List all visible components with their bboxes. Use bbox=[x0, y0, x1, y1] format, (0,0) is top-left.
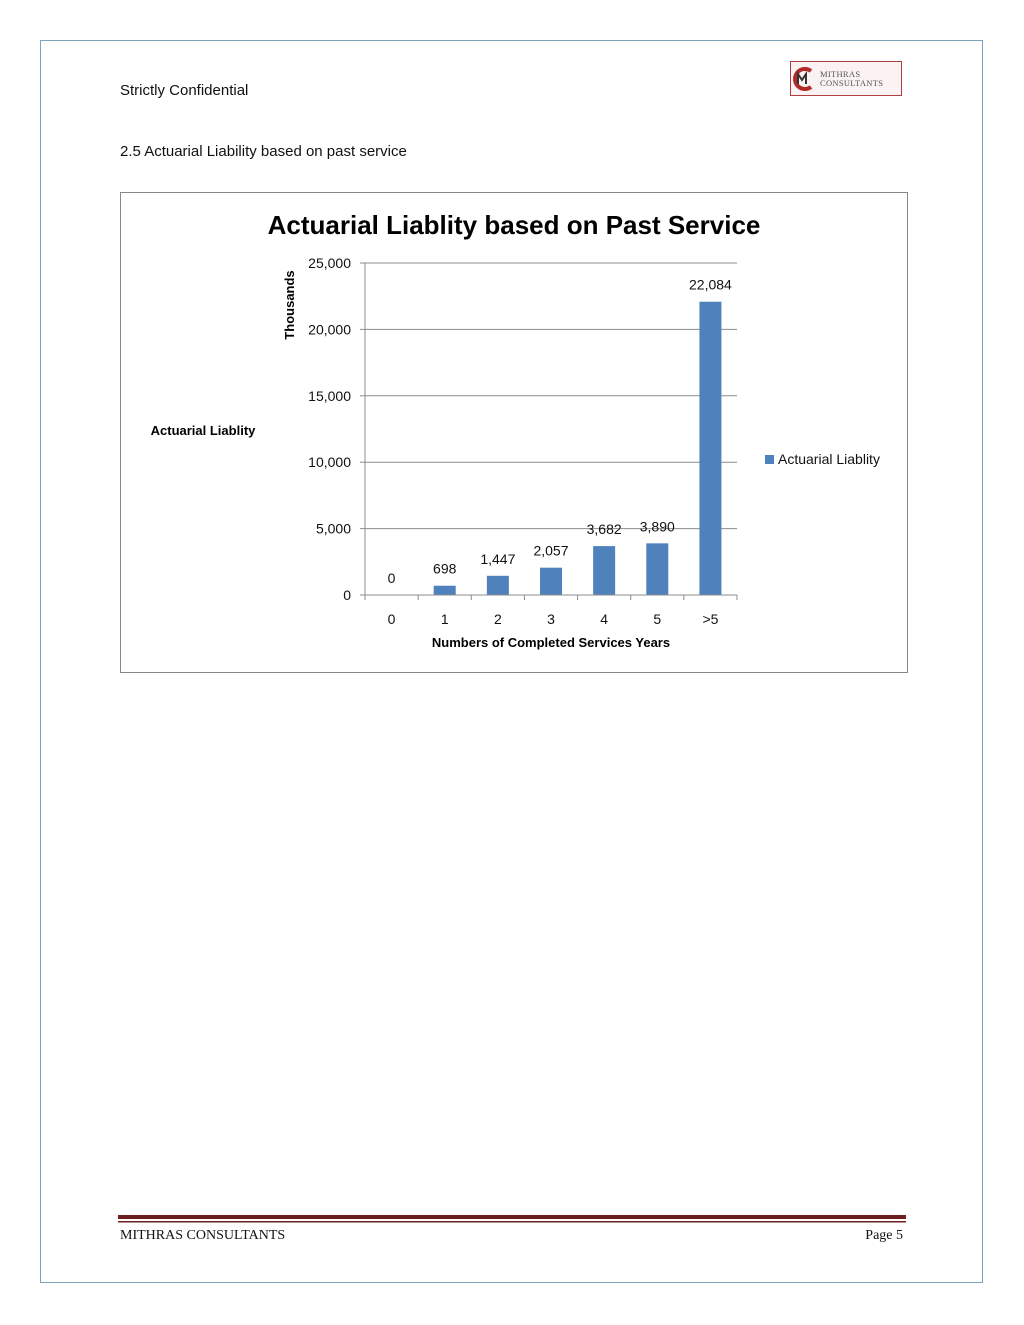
bar bbox=[434, 586, 456, 595]
bar bbox=[699, 302, 721, 595]
x-tick-label: 0 bbox=[387, 611, 396, 627]
x-tick-label: >5 bbox=[702, 611, 719, 627]
y-tick-label: 20,000 bbox=[308, 321, 351, 338]
footer-rule bbox=[118, 1215, 906, 1225]
chart-frame bbox=[120, 192, 908, 673]
legend-label: Actuarial Liablity bbox=[778, 451, 880, 467]
legend-swatch bbox=[765, 455, 774, 464]
bars bbox=[388, 277, 732, 595]
grid-lines bbox=[365, 263, 737, 529]
x-tick-label: 4 bbox=[600, 611, 609, 627]
footer-company: MITHRAS CONSULTANTS bbox=[120, 1228, 286, 1243]
y-tick-label: 10,000 bbox=[308, 454, 351, 471]
y-axis-label: Thousands bbox=[282, 270, 297, 340]
chart-title: Actuarial Liablity based on Past Service bbox=[267, 210, 761, 240]
data-label: 3,682 bbox=[586, 521, 622, 538]
data-label: 22,084 bbox=[689, 276, 732, 293]
footer-page-number: Page 5 bbox=[865, 1228, 903, 1243]
y-tick-label: 15,000 bbox=[308, 387, 351, 404]
chart-side-label: Actuarial Liablity bbox=[150, 423, 256, 438]
bar bbox=[540, 568, 562, 595]
data-label: 2,057 bbox=[533, 542, 569, 559]
x-tick-label: 2 bbox=[493, 611, 502, 627]
data-label: 0 bbox=[387, 570, 396, 586]
x-tick-label: 1 bbox=[440, 611, 449, 627]
confidential-label: Strictly Confidential bbox=[120, 82, 249, 99]
bar bbox=[487, 576, 509, 595]
data-label: 3,890 bbox=[639, 518, 675, 535]
bar bbox=[593, 546, 615, 595]
y-tick-label: 5,000 bbox=[315, 520, 351, 537]
axes bbox=[308, 255, 737, 627]
y-tick-label: 25,000 bbox=[308, 255, 351, 271]
bar bbox=[646, 543, 668, 595]
company-logo bbox=[790, 61, 902, 96]
x-axis-label: Numbers of Completed Services Years bbox=[431, 635, 671, 650]
legend bbox=[765, 451, 880, 467]
bar-chart bbox=[121, 193, 907, 672]
x-tick-label: 5 bbox=[653, 611, 662, 627]
data-label: 1,447 bbox=[480, 550, 516, 567]
x-tick-label: 3 bbox=[547, 611, 555, 627]
data-label: 698 bbox=[433, 560, 457, 577]
logo-line-1: MITHRAS bbox=[820, 68, 861, 79]
logo-mark-icon bbox=[791, 65, 817, 93]
section-heading: 2.5 Actuarial Liability based on past service bbox=[120, 143, 407, 160]
logo-line-2: CONSULTANTS bbox=[820, 77, 884, 88]
y-tick-label: 0 bbox=[343, 587, 351, 603]
